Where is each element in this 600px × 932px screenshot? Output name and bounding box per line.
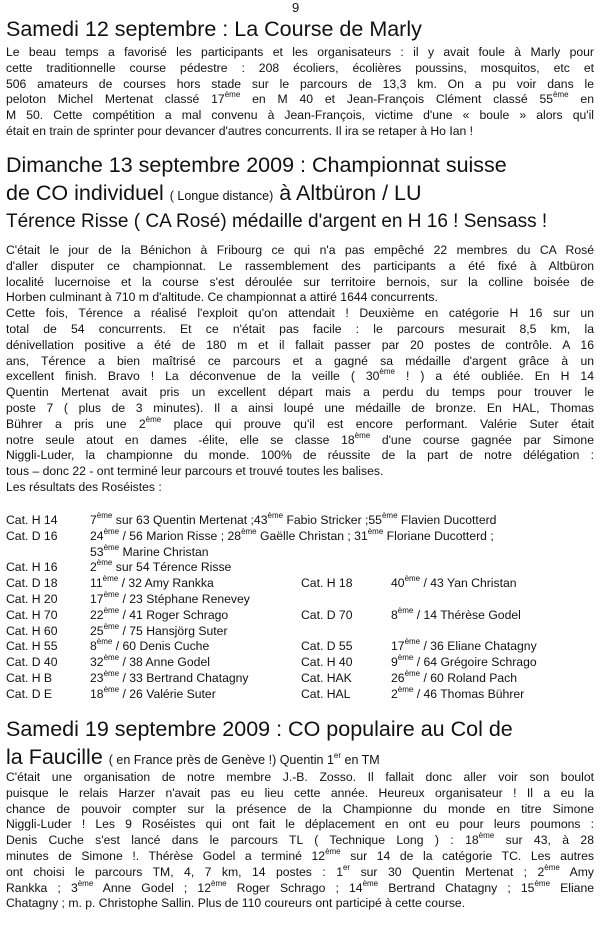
- results-category: Cat. H 40: [301, 655, 353, 670]
- text-line: Niggli-Luder ! Les 9 Roséistes qui ont fait le déplacement en ont eu pour leurs poumons :: [6, 817, 594, 832]
- text-line: Bührer a pris une 2ème place qui prouve qu'il est encore performant. Valérie Suter était: [6, 414, 594, 431]
- results-category: Cat. H 16: [6, 560, 58, 575]
- title-part: la Faucille: [6, 745, 103, 769]
- text-line: tous – donc 22 - ont terminé leur parcours et trouvé toutes les balises.: [6, 464, 384, 479]
- text-line: Le beau temps a favorisé les participants et les organisateurs : il y avait foule à Marly pour: [6, 45, 594, 59]
- results-value: 23ème / 33 Bertrand Chatagny: [90, 668, 249, 685]
- results-row: [6, 576, 596, 592]
- text-line: ont choisi le parcours TM, 4, 7 km, 14 postes : 1er sur 30 Quentin Mertenat ; 2ème Amy: [6, 862, 595, 879]
- results-value: 24ème / 56 Marion Risse ; 28ème Gaëlle Christan ; 31ème Floriane Ducotterd ;: [90, 526, 494, 543]
- results-value: 2ème / 46 Thomas Bührer: [391, 684, 525, 701]
- results-category: Cat. H 55: [6, 639, 58, 654]
- results-category: Cat. D 70: [301, 607, 353, 622]
- results-value: 2ème sur 54 Térence Risse: [90, 558, 232, 575]
- results-row: [6, 510, 596, 529]
- results-category: Cat. HAL: [301, 686, 351, 701]
- results-category: Cat. D 55: [301, 639, 353, 654]
- text-line: peloton Michel Mertenat classé 17ème en M 40 et Jean-François Clément classé 55ème en: [6, 90, 594, 107]
- page-number: 9: [292, 0, 300, 15]
- results-category: Cat. D 18: [6, 576, 58, 591]
- section-title-championnat-line2: [6, 180, 422, 209]
- results-label: Les résultats des Roséistes :: [6, 479, 162, 494]
- text-line: puisque le relais Harzer n'avait pas eu lieu cette année. Heureux organisateur ! Il a eu la: [6, 785, 594, 800]
- text-line: Denis Cuche s'est lancé dans le parcours TL ( Technique Long ) : 18ème sur 43, à 28: [6, 831, 594, 848]
- text-line: Quentin Mertenat avait pris un excellent départ mais a perdu du temps pour trouver le: [6, 385, 594, 400]
- title-note: ( Longue distance): [169, 189, 274, 203]
- results-value: 25ème / 75 Hansjörg Suter: [90, 621, 228, 638]
- results-table: [6, 510, 596, 703]
- text-line: dénivellation positive a été de 180 m et il fallait passer par 20 postes de contrôle. A 16: [6, 337, 594, 352]
- section-title-faucille-line2: [6, 744, 380, 773]
- results-category: Cat. D E: [6, 686, 53, 701]
- results-row: [6, 621, 596, 640]
- text-line: Rankka ; 3ème Anne Godel ; 12ème Roger Schrago ; 14ème Bertrand Chatagny ; 15ème Eliane: [6, 878, 595, 895]
- results-row: [6, 684, 596, 703]
- results-value: 8ème / 60 Denis Cuche: [90, 637, 210, 654]
- results-value: 9ème / 64 Grégoire Schrago: [391, 653, 537, 670]
- title-part: à Altbüron / LU: [279, 181, 422, 205]
- results-category: Cat. H B: [6, 670, 53, 685]
- text-line: localité lucernoise et la course s'est déroulée sur territoire bernois, sur la colline boisée de: [6, 274, 594, 289]
- results-value: 40ème / 43 Yan Christan: [391, 574, 517, 591]
- results-value: 53ème Marine Christan: [90, 542, 209, 559]
- title-part: de CO individuel: [6, 181, 164, 205]
- text-line: minutes de Simone !. Thérèse Godel a terminé 12ème sur 14 de la catégorie TC. Les autres: [6, 846, 594, 863]
- section-text-marly: [6, 45, 594, 140]
- text-line: notre seule atout en dames -élite, elle se classe 18ème d'une course gagnée par Simone: [6, 430, 594, 447]
- title-note: ( en France près de Genève !) Quentin 1er en TM: [108, 750, 380, 767]
- results-value: 7ème sur 63 Quentin Mertenat ;43ème Fabio Stricker ;55ème Flavien Ducotterd: [90, 510, 497, 527]
- results-category: Cat. D 16: [6, 528, 58, 543]
- text-line: excellent finish. Bravo ! La déconvenue de la veille ( 30ème ! ) a été oubliée. En H 14: [6, 367, 594, 384]
- section-title-marly: Samedi 12 septembre : La Course de Marly: [6, 17, 422, 41]
- results-row: [6, 668, 596, 687]
- text-line: C'était le jour de la Bénichon à Fribourg ce qui n'a pas empêché 22 membres du CA Rosé: [6, 243, 594, 257]
- results-row: [6, 589, 596, 608]
- results-category: Cat. D 40: [6, 655, 58, 670]
- results-category: Cat. H 20: [6, 591, 58, 606]
- results-value: 26ème / 60 Roland Pach: [391, 668, 518, 685]
- section-text-championnat: [6, 243, 594, 496]
- results-row: [6, 639, 596, 655]
- text-line: Cette fois, Térence a réalisé l'exploit qu'on attendait ! Deuxième en catégorie H 16 sur un: [6, 306, 594, 321]
- results-row: [6, 655, 596, 671]
- results-category: Cat. H 70: [6, 607, 58, 622]
- text-line: chance de pouvoir compter sur la présence de la Championne du monde en titre Simone: [6, 801, 594, 816]
- results-value: 17ème / 36 Eliane Chatagny: [391, 637, 537, 654]
- results-row: [6, 605, 596, 624]
- results-row: [6, 560, 596, 576]
- results-category: Cat. H 14: [6, 513, 58, 527]
- text-line: ans, Térence a bien maîtrisé ce parcours et a gagné sa médaille d'argent grâce à un: [6, 353, 594, 368]
- results-row: [6, 526, 596, 545]
- text-line: total de 54 concurrents. Et ce n'était pas facile : le parcours mesurait 8,5 km, la: [6, 321, 594, 336]
- results-category: Cat. HAK: [301, 670, 352, 685]
- section-subtitle-medal: Térence Risse ( CA Rosé) médaille d'argent en H 16 ! Sensass !: [6, 211, 548, 232]
- results-category: Cat. H 60: [6, 623, 58, 638]
- results-value: 8ème / 14 Thérèse Godel: [391, 605, 521, 622]
- text-line: 506 amateurs de courses hors stade sur le parcours de 13,3 km. On a pu voir dans le: [6, 76, 594, 91]
- text-line: d'aller disputer ce championnat. Le rassemblement des participants a été fixé à Altbüron: [6, 258, 594, 273]
- results-category: Cat. H 18: [301, 576, 353, 591]
- text-line: Niggli-Luder, la championne du monde. 100% de réussite de la part de notre délégation :: [6, 448, 594, 463]
- section-title-championnat: Dimanche 13 septembre 2009 : Championnat suisse: [6, 153, 507, 177]
- text-line: Horben culminant à 710 m d'altitude. Ce championnat a attiré 1644 concurrents.: [6, 290, 438, 305]
- text-line: M 50. Cette compétition a mal convenu à Jean-François, victime d'une « boule » alors qu'il: [6, 108, 594, 123]
- text-line: poste 7 ( plus de 3 minutes). Il a ainsi loupé une médaille de bronze. En HAL, Thomas: [6, 400, 594, 415]
- results-value: 17ème / 23 Stéphane Renevey: [90, 589, 250, 606]
- text-line: cette traditionnelle course pédestre : 208 écoliers, écolières poussins, mosquitos, etc et: [6, 60, 594, 75]
- results-value: 32ème / 38 Anne Godel: [90, 653, 210, 670]
- results-value: 22ème / 41 Roger Schrago: [90, 605, 229, 622]
- text-line: Chatagny ; m. p. Christophe Sallin. Plus de 110 coureurs ont participé à cette course.: [6, 896, 466, 911]
- section-title-faucille: Samedi 19 septembre 2009 : CO populaire au Col de: [6, 717, 513, 741]
- results-row: [6, 542, 596, 561]
- results-value: 18ème / 26 Valérie Suter: [90, 684, 216, 701]
- text-line: C'était une organisation de notre membre J.-B. Zosso. Il fallait donc aller voir son boulot: [6, 770, 594, 784]
- results-value: 11ème / 32 Amy Rankka: [90, 574, 214, 591]
- section-text-faucille: [6, 770, 594, 912]
- text-line: était en train de sprinter pour devancer d'autres concurrents. Il ira se retaper à Ho Ian !: [6, 123, 474, 138]
